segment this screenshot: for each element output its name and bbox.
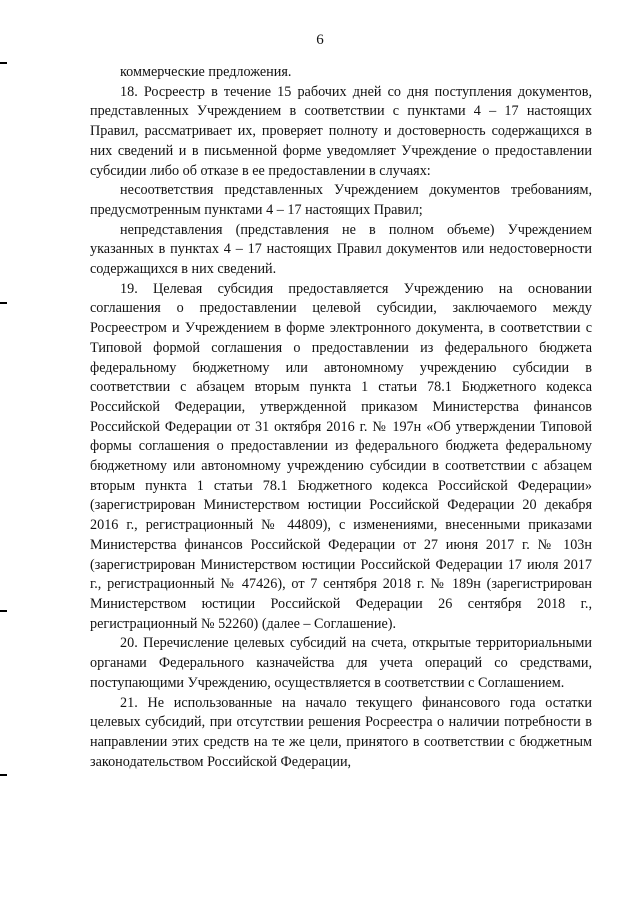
scan-edge-mark [0, 302, 7, 304]
scan-edge-mark [0, 774, 7, 776]
paragraph-continuation: коммерческие предложения. [120, 64, 292, 80]
paragraph-19: 19. Целевая субсидия предоставляется Учреждению на основании соглашения о предоставлении целевой субсидии, заключаемого между Росреестром и Учреждением в форме электронного документа, в соответствии с Типовой формой соглашения о предоставлении из федерального бюджета федеральному бюджетному или автономному учреждению субсидии в соответствии с абзацем вторым пункта 1 статьи 78.1 Бюджетного кодекса Российской Федерации, утвержденной приказом Министерства финансов Российской Федерации от 31 октября 2016 г. № 197н «Об утверждении Типовой формы соглашения о предоставлении из федерального бюджета федеральному бюджетному или автономному учреждению субсидии в соответствии с абзацем вторым пункта 1 статьи 78.1 Бюджетного кодекса Российской Федерации» (зарегистрирован Министерством юстиции Российской Федерации 20 декабря 2016 г., регистрационный № 44809), с изменениями, внесенными приказами Министерства финансов Российской Федерации от 27 июня 2017 г. № 103н (зарегистрирован Министерством юстиции Российской Федерации 17 июля 2017 г., регистрационный № 47426), от 7 сентября 2018 г. № 189н (зарегистрирован Министерством юстиции Российской Федерации 26 сентября 2018 г., регистрационный № 52260) (далее – Соглашение). [90, 280, 592, 632]
paragraph-18: 18. Росреестр в течение 15 рабочих дней со дня поступления документов, представленных Учреждением в соответствии с пунктами 4 – 17 настоящих Правил, рассматривает их, проверяет полноту и достоверность содержащихся в них сведений и в письменной форме уведомляет Учреждение о предоставлении субсидии либо об отказе в ее предоставлении в случаях: [90, 83, 592, 179]
document-body [90, 63, 592, 772]
scan-edge-mark [0, 610, 7, 612]
scan-edge-mark [0, 62, 7, 64]
paragraph-18-case-1: несоответствия представленных Учреждением документов требованиям, предусмотренным пунктами 4 – 17 настоящих Правил; [90, 182, 592, 218]
paragraph-21: 21. Не использованные на начало текущего финансового года остатки целевых субсидий, при отсутствии решения Росреестра о наличии потребности в направлении этих средств на те же цели, принятого в соответствии с бюджетным законодательством Российской Федерации, [90, 694, 592, 770]
paragraph-18-case-2: непредставления (представления не в полном объеме) Учреждением указанных в пунктах 4 – 17 настоящих Правил документов или недостоверности содержащихся в них сведений. [90, 221, 592, 278]
paragraph-20: 20. Перечисление целевых субсидий на счета, открытые территориальными органами Федерального казначейства для учета операций со средствами, поступающими Учреждению, осуществляется в соответствии с Соглашением. [90, 635, 592, 691]
page-number: 6 [316, 32, 324, 48]
